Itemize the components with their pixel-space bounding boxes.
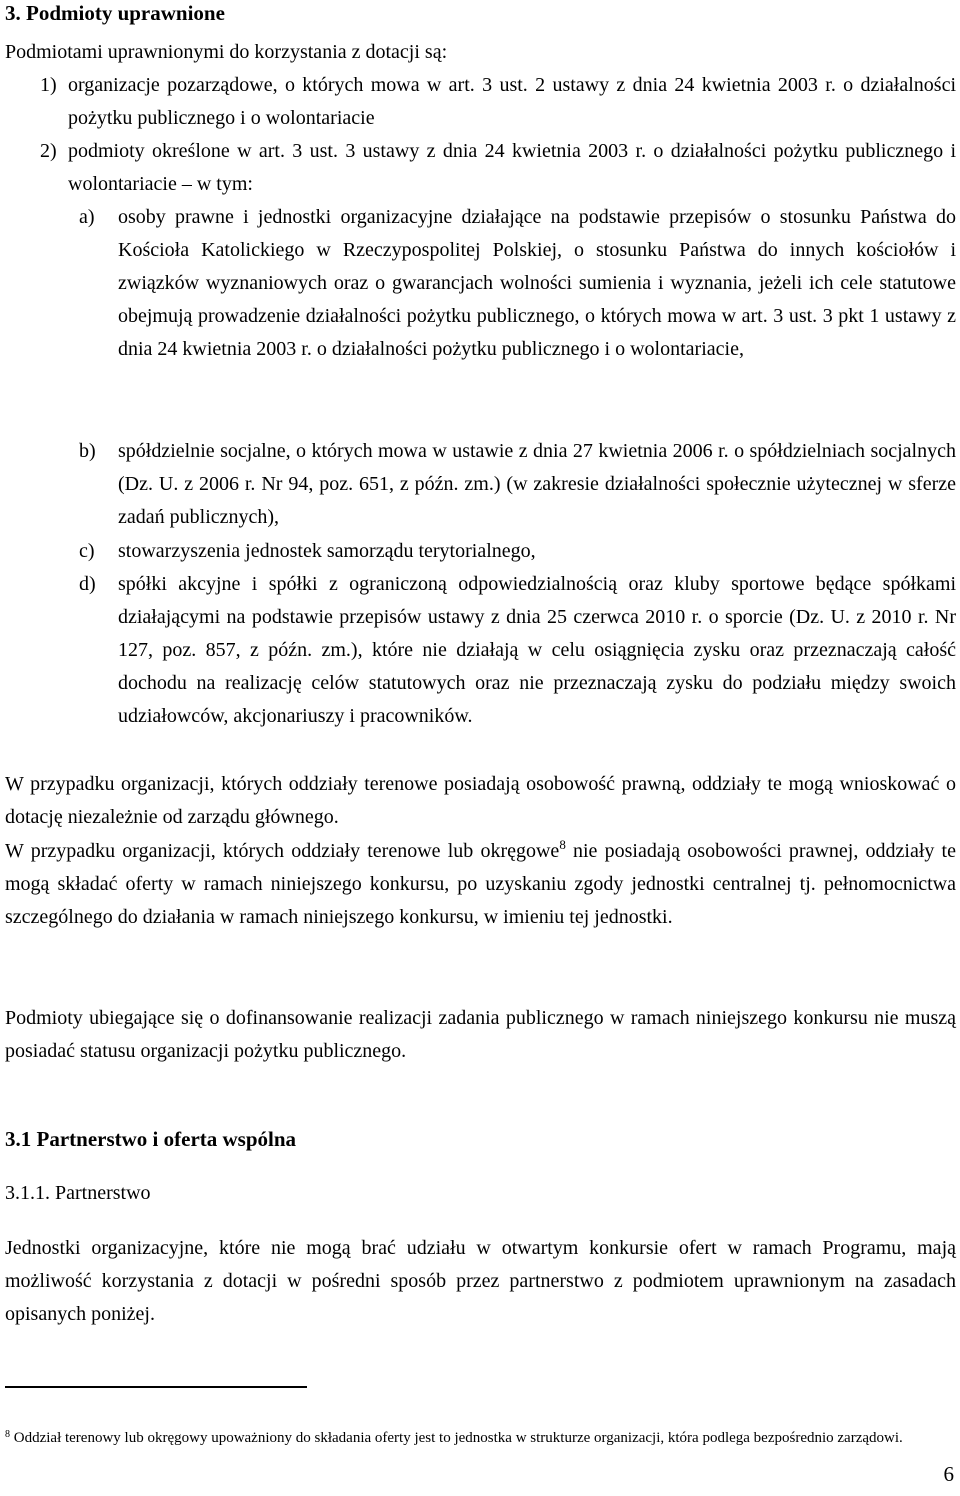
- subsection-subheading: 3.1.1. Partnerstwo: [5, 1182, 151, 1204]
- paragraph-text: nie posiadają osobowości prawnej, oddziały te mogą składać oferty w ramach niniejszego konkursu, po uzyskaniu zgody jednostki centralnej tj. pełnomocnictwa szczególnego do działania w ramach niniejszego konkursu, w imieniu tej jednostki.: [5, 840, 956, 928]
- list-marker: 2): [40, 140, 57, 162]
- paragraph-text: W przypadku organizacji, których oddziały terenowe lub okręgowe: [5, 840, 560, 862]
- section-heading: 3. Podmioty uprawnione: [5, 1, 225, 25]
- sublist-item: [79, 435, 956, 534]
- sublist-item: [79, 201, 956, 366]
- footnote: [5, 1428, 956, 1448]
- paragraph: [5, 835, 956, 934]
- footnote-text: Oddział terenowy lub okręgowy upoważniony do składania oferty jest to jednostka w strukturze organizacji, która podlega bezpośrednio zarządowi.: [10, 1430, 903, 1446]
- sublist-item-text: osoby prawne i jednostki organizacyjne działające na podstawie przepisów o stosunku Państwa do Kościoła Katolickiego w Rzeczypospolitej Polskiej, o stosunku Państwa do innych kościołów i związków wyznaniowych oraz o gwarancjach wolności sumienia i wyznania, jeżeli ich cele statutowe obejmują prowadzenie działalności pożytku publicznego, o których mowa w art. 3 ust. 3 pkt 1 ustawy z dnia 24 kwietnia 2003 r. o działalności pożytku publicznego i o wolontariacie,: [118, 206, 956, 360]
- list-item-text: organizacje pozarządowe, o których mowa w art. 3 ust. 2 ustawy z dnia 24 kwietnia 2003 r. o działalności pożytku publicznego i o wolontariacie: [68, 74, 956, 129]
- sublist-item: [79, 568, 956, 733]
- sublist-marker: c): [79, 540, 95, 562]
- sublist-item-text: spółdzielnie socjalne, o których mowa w ustawie z dnia 27 kwietnia 2006 r. o spółdzielniach socjalnych (Dz. U. z 2006 r. Nr 94, poz. 651, z późn. zm.) (w zakresie działalności społecznie użytecznej w sferze zadań publicznych),: [118, 440, 956, 528]
- paragraph: Podmioty ubiegające się o dofinansowanie realizacji zadania publicznego w ramach niniejszego konkursu nie muszą posiadać statusu organizacji pożytku publicznego.: [5, 1007, 956, 1062]
- sublist-marker: a): [79, 206, 95, 228]
- sublist-item-text: spółki akcyjne i spółki z ograniczoną odpowiedzialnością oraz kluby sportowe będące spółkami działającymi na podstawie przepisów ustawy z dnia 25 czerwca 2010 r. o sporcie (Dz. U. z 2010 r. Nr 127, poz. 857, z późn. zm.), które nie działają w celu osiągnięcia zysku oraz przeznaczają całość dochodu na realizację celów statutowych oraz nie przeznaczają zysku do podziału między swoich udziałowców, akcjonariuszy i pracowników.: [118, 573, 956, 727]
- paragraph: Jednostki organizacyjne, które nie mogą brać udziału w otwartym konkursie ofert w ramach Programu, mają możliwość korzystania z dotacji w pośredni sposób przez partnerstwo z podmiotem uprawnionym na zasadach opisanych poniżej.: [5, 1237, 956, 1325]
- footnote-ref[interactable]: 8: [559, 837, 566, 852]
- footnote-separator: [5, 1386, 307, 1388]
- page-number: 6: [943, 1462, 954, 1486]
- paragraph: W przypadku organizacji, których oddziały terenowe posiadają osobowość prawną, oddziały te mogą wnioskować o dotację niezależnie od zarządu głównego.: [5, 773, 956, 828]
- list-marker: 1): [40, 74, 57, 96]
- sublist-item: [79, 535, 956, 568]
- sublist-marker: b): [79, 440, 96, 462]
- subsection-heading: 3.1 Partnerstwo i oferta wspólna: [5, 1127, 297, 1151]
- list-item: [40, 135, 956, 201]
- intro-text: Podmiotami uprawnionymi do korzystania z dotacji są:: [5, 41, 448, 63]
- sublist-marker: d): [79, 573, 96, 595]
- footnote-number: 8: [5, 1429, 10, 1440]
- list-item-text: podmioty określone w art. 3 ust. 3 ustawy z dnia 24 kwietnia 2003 r. o działalności pożytku publicznego i wolontariacie – w tym:: [68, 140, 956, 195]
- list-item: [40, 69, 956, 135]
- sublist-item-text: stowarzyszenia jednostek samorządu terytorialnego,: [118, 540, 536, 562]
